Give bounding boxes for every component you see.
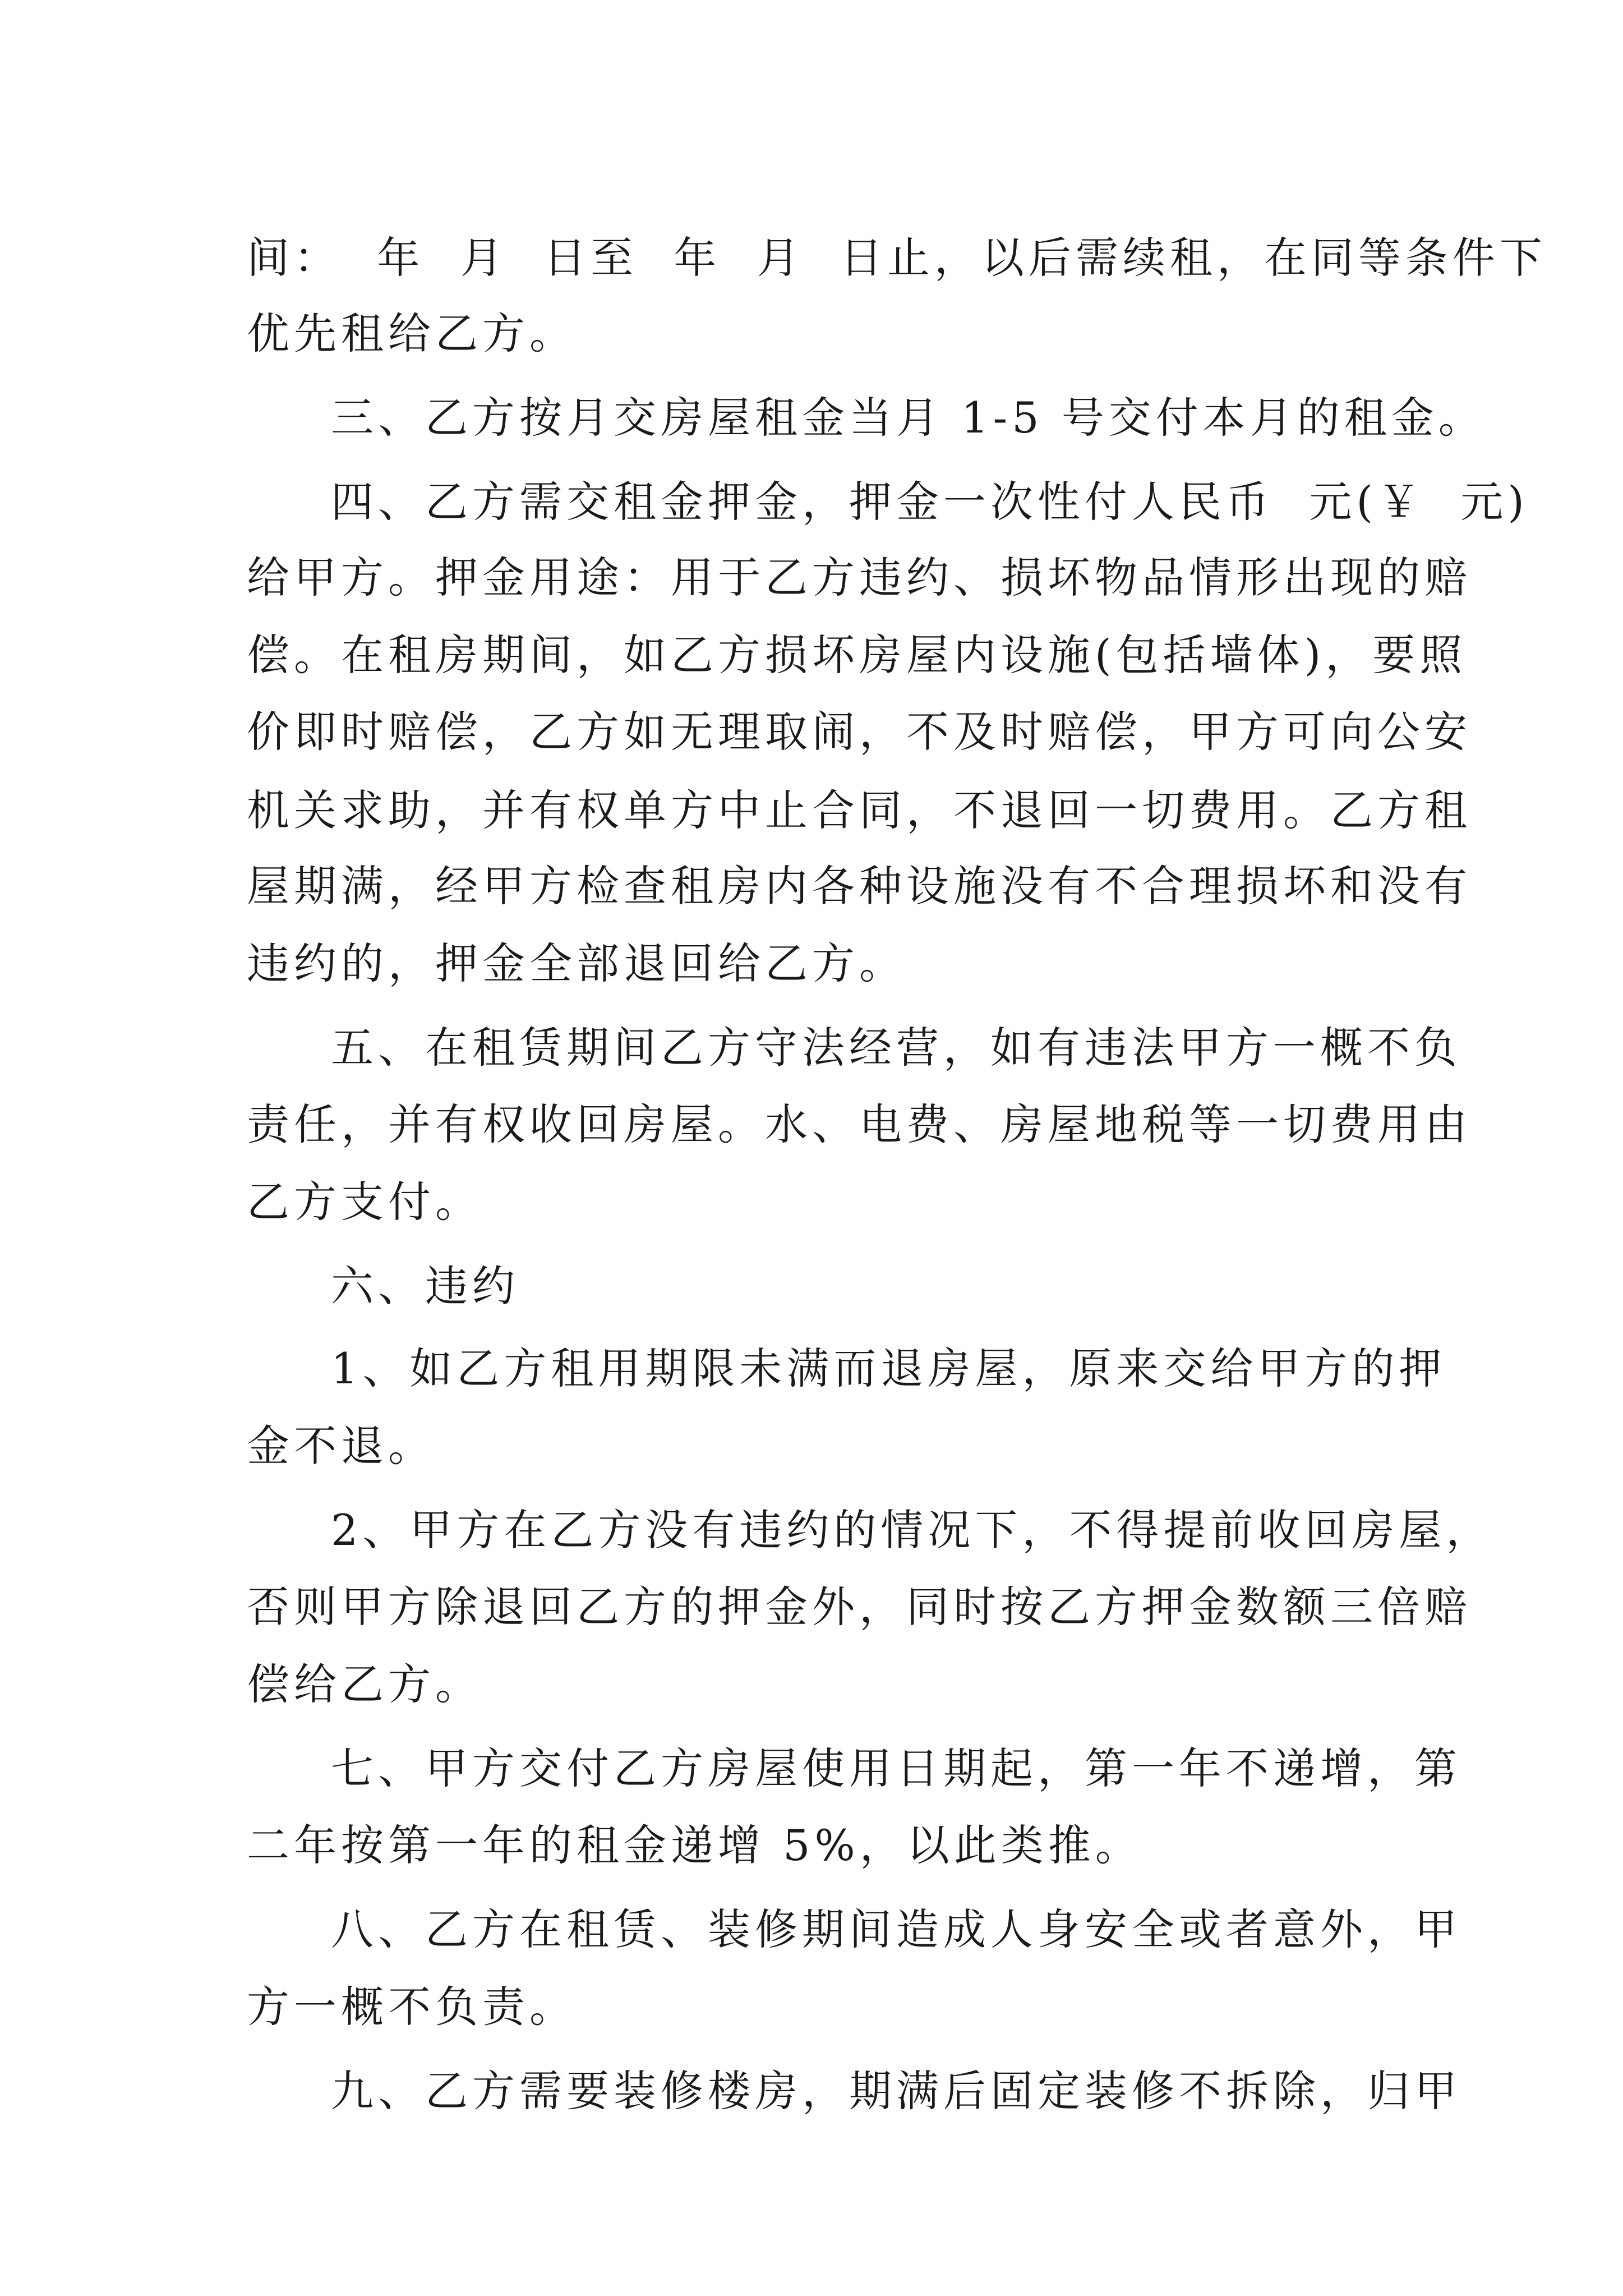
- text-line: 1、如乙方租用期限未满而退房屋，原来交给甲方的押: [331, 1343, 1446, 1393]
- text-line: 优先租给乙方。: [247, 309, 577, 358]
- text-line: 2、甲方在乙方没有违约的情况下，不得提前收回房屋，: [331, 1505, 1493, 1555]
- text-line: 给甲方。押金用途：用于乙方违约、损坏物品情形出现的赔: [247, 553, 1472, 602]
- text-line: 偿。在租房期间，如乙方损坏房屋内设施(包括墙体)，要照: [247, 630, 1467, 680]
- text-line: 否则甲方除退回乙方的押金外，同时按乙方押金数额三倍赔: [247, 1582, 1472, 1632]
- text-line: 方一概不负责。: [247, 1982, 577, 2032]
- text-line: 偿给乙方。: [247, 1659, 482, 1709]
- text-line: 违约的，押金全部退回给乙方。: [247, 938, 906, 988]
- text-line: 七、甲方交付乙方房屋使用日期起，第一年不递增，第: [331, 1743, 1461, 1793]
- text-line: 责任，并有权收回房屋。水、电费、房屋地税等一切费用由: [247, 1099, 1472, 1149]
- text-line: 二年按第一年的租金递增 5%，以此类推。: [247, 1820, 1142, 1870]
- text-line: 三、乙方按月交房屋租金当月 1-5 号交付本月的租金。: [331, 393, 1486, 443]
- text-line: 屋期满，经甲方检查租房内各种设施没有不合理损坏和没有: [247, 861, 1472, 911]
- text-line: 四、乙方需交租金押金，押金一次性付人民币 元(￥ 元): [331, 477, 1529, 527]
- text-line: 九、乙方需要装修楼房，期满后固定装修不拆除，归甲: [331, 2066, 1461, 2116]
- text-line: 八、乙方在租赁、装修期间造成人身安全或者意外，甲: [331, 1904, 1461, 1954]
- text-line: 金不退。: [247, 1421, 435, 1471]
- text-line: 间： 年 月 日至 年 月 日止，以后需续租，在同等条件下: [247, 233, 1547, 283]
- text-line: 乙方支付。: [247, 1177, 482, 1227]
- text-line: 价即时赔偿，乙方如无理取闹，不及时赔偿，甲方可向公安: [247, 707, 1472, 757]
- text-line: 六、违约: [331, 1261, 519, 1311]
- text-line: 五、在租赁期间乙方守法经营，如有违法甲方一概不负: [331, 1023, 1461, 1073]
- text-line: 机关求助，并有权单方中止合同，不退回一切费用。乙方租: [247, 785, 1472, 835]
